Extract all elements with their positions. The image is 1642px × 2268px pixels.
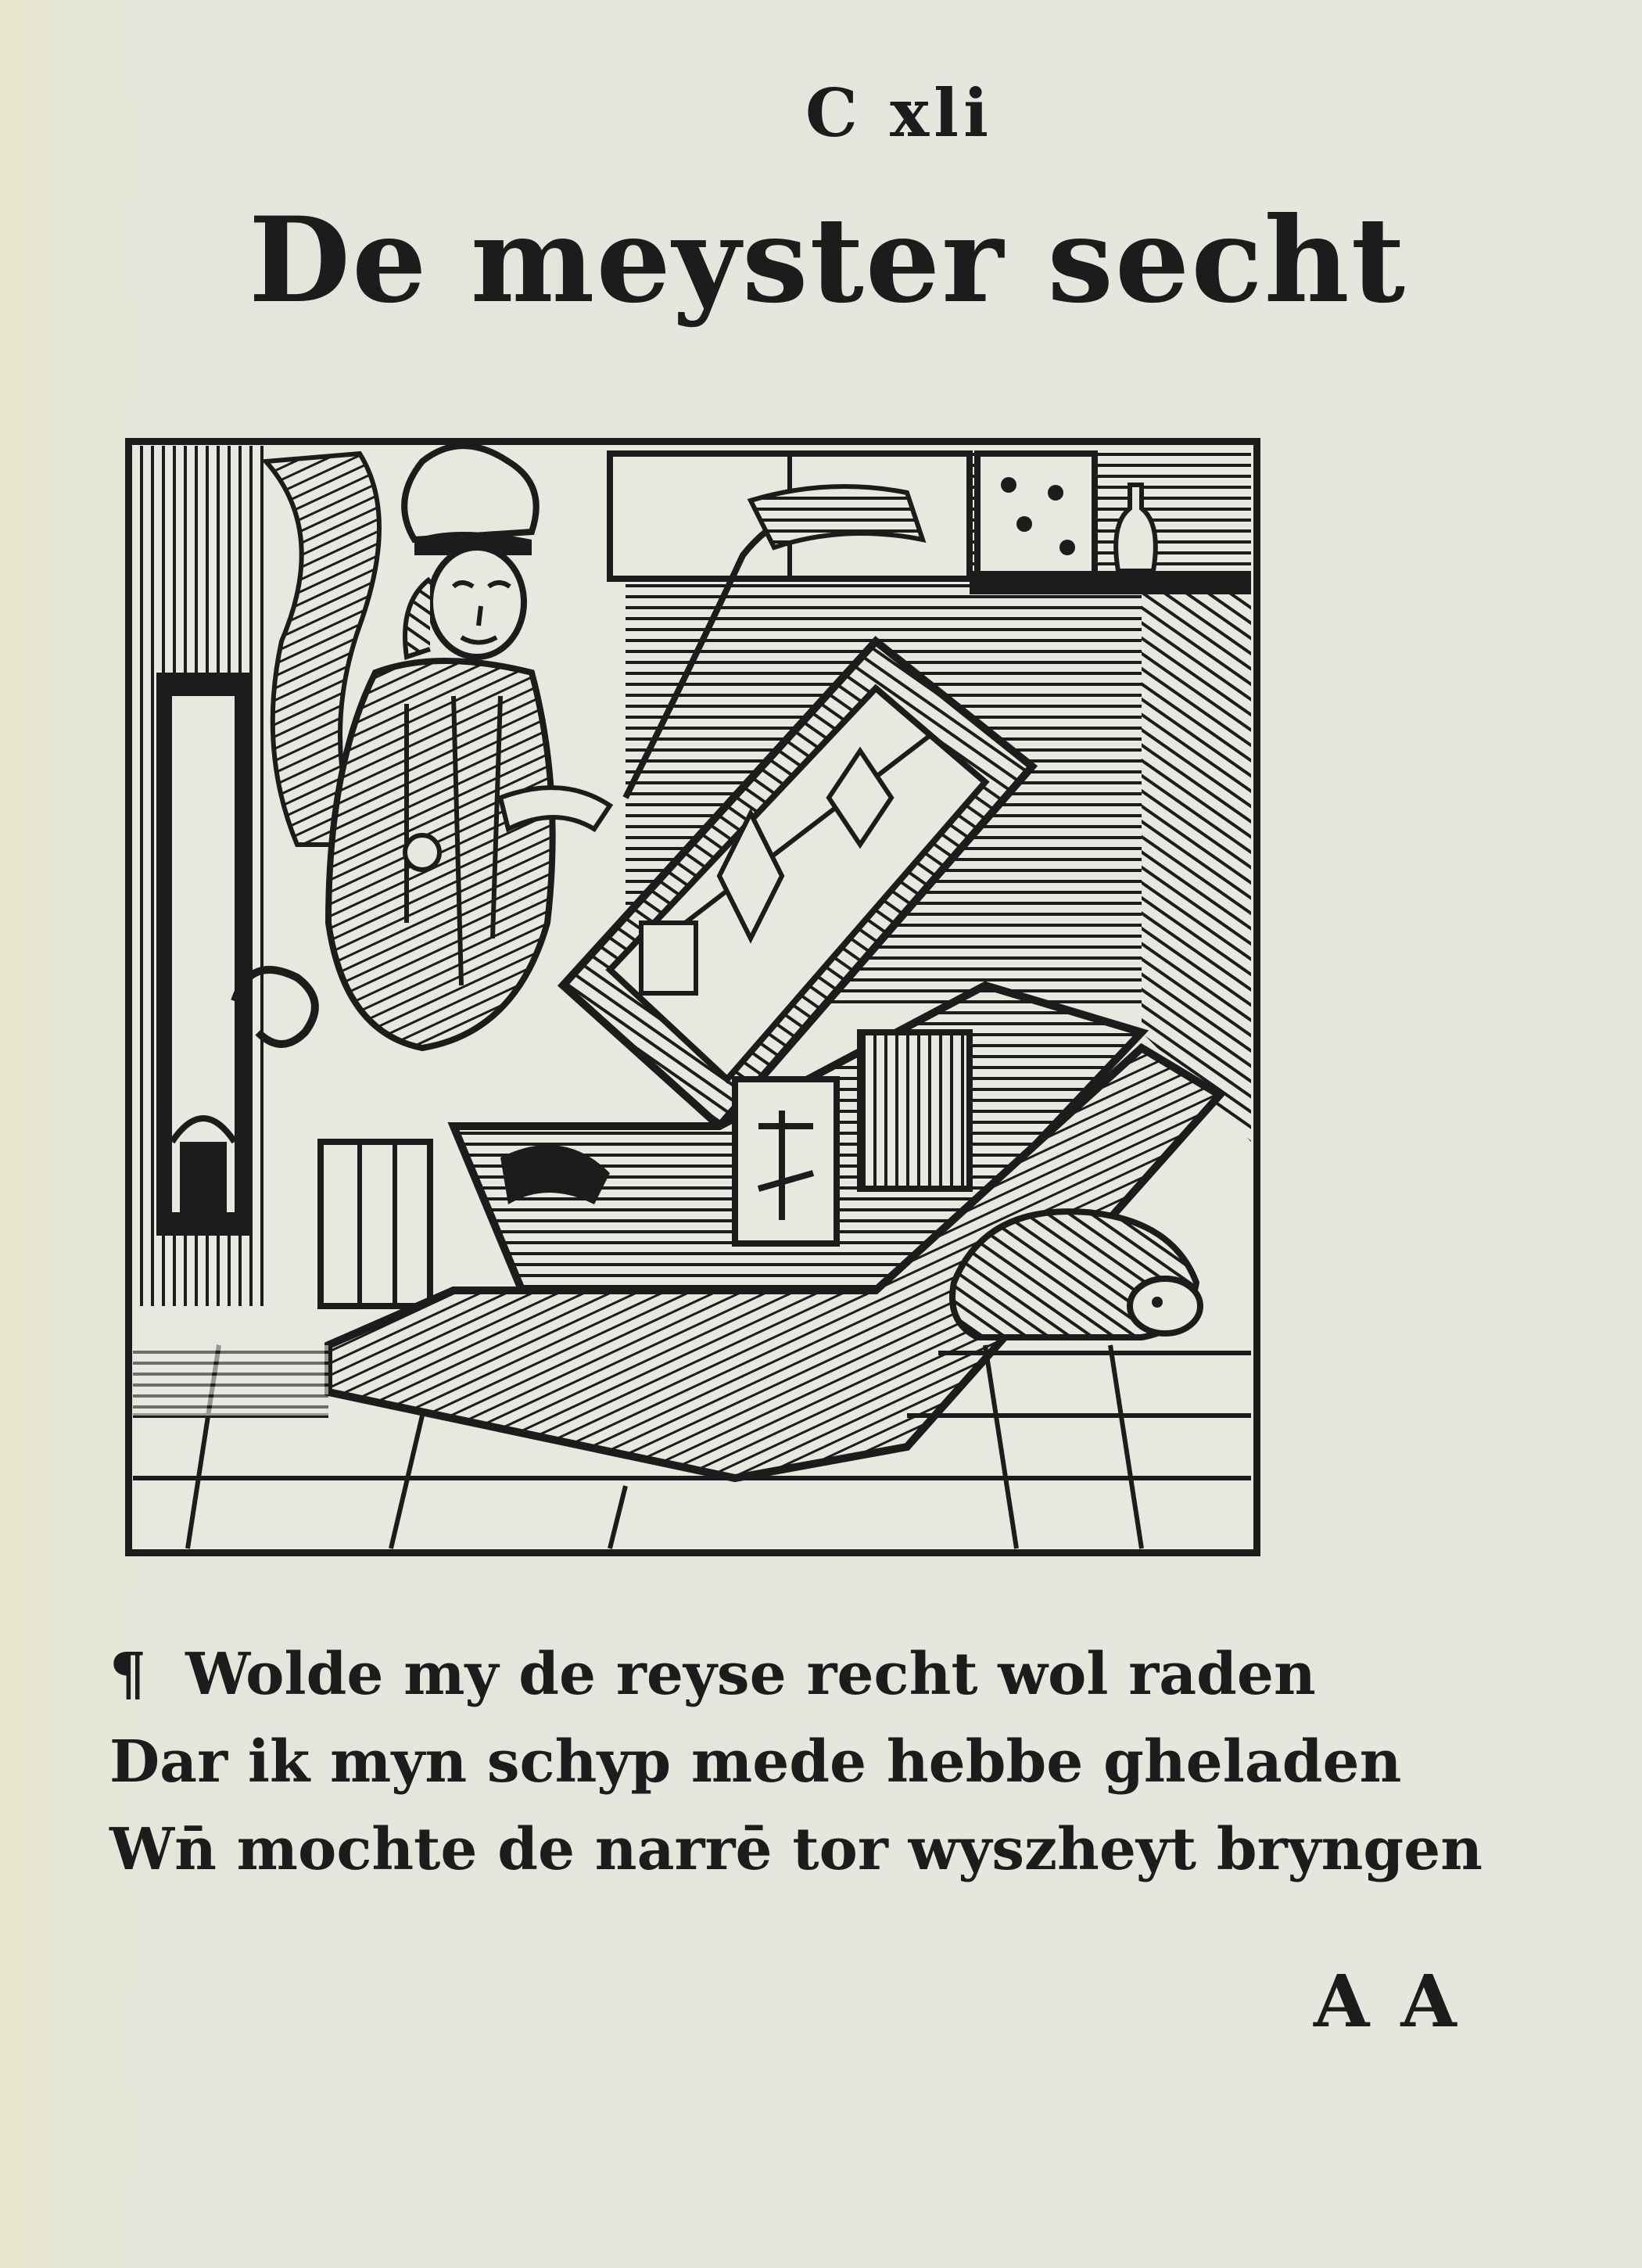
verse-line-2 [109, 1718, 1517, 1806]
verse-line-3 [109, 1806, 1517, 1893]
page-heading: De meyster secht [249, 192, 1407, 329]
verse-line-1 [109, 1631, 1517, 1718]
verse-line-2-text: Dar ik myn schyp mede hebbe gheladen [109, 1728, 1402, 1796]
signature-mark: A A [1314, 1959, 1460, 2044]
verse-line-1-text: Wolde my de reyse recht wol raden [185, 1641, 1316, 1708]
pilcrow-mark: ¶ [109, 1641, 147, 1708]
verse-line-3-text: Wn̄ mochte de narrē tor wyszheyt bryngen [109, 1816, 1483, 1883]
woodcut-illustration [125, 438, 1260, 1556]
folio-number: C xli [805, 74, 993, 152]
verse-block [109, 1631, 1517, 1893]
